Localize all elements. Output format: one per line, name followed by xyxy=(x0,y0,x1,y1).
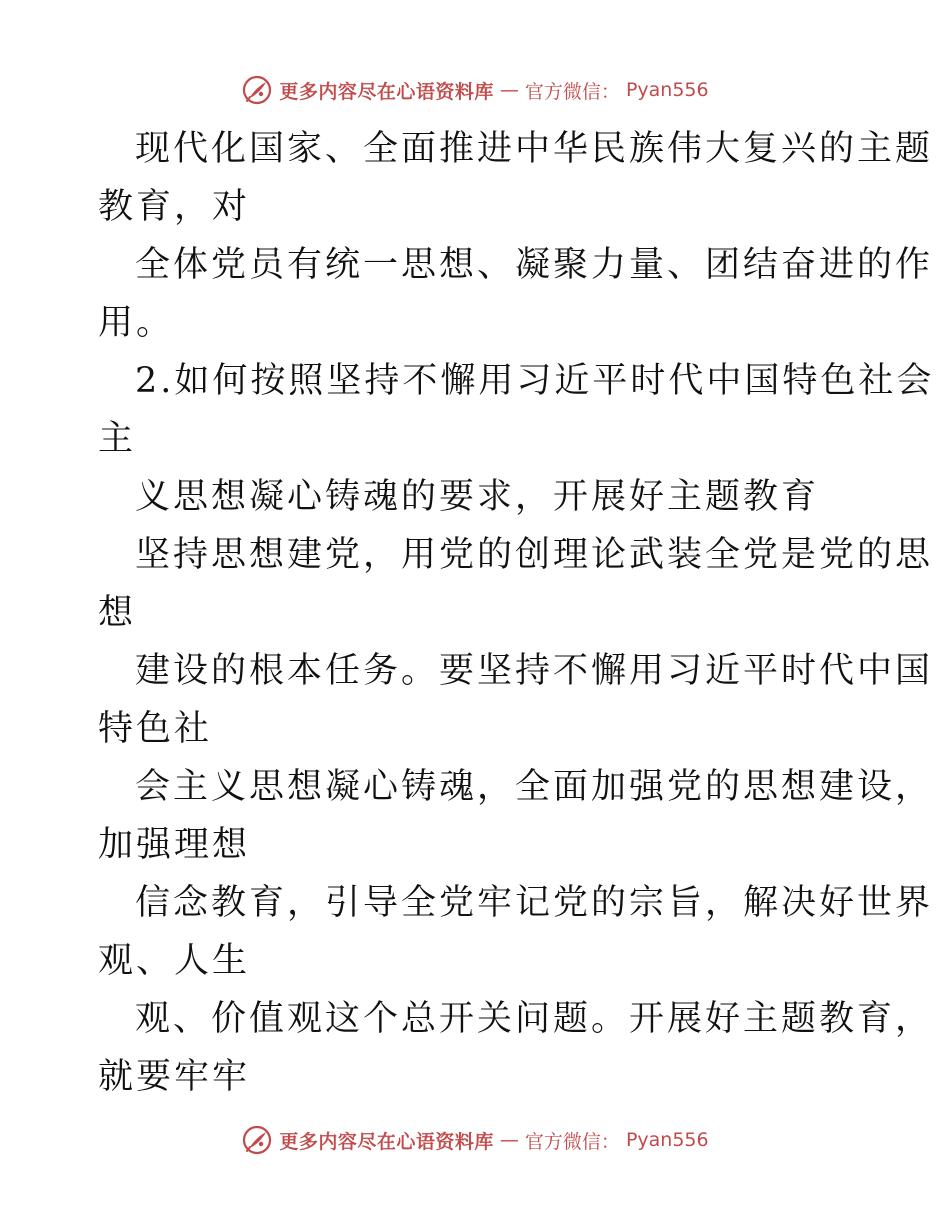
text-line: 想 xyxy=(98,593,137,633)
quill-logo-icon xyxy=(241,74,273,106)
text-line: 加强理想 xyxy=(98,825,251,865)
watermark-wechat-id: Pyan556 xyxy=(625,79,709,101)
watermark-dash: — xyxy=(499,1129,519,1151)
watermark-dash: — xyxy=(499,79,519,101)
footer-watermark xyxy=(241,1124,708,1156)
text-line: 信念教育，引导全党牢记党的宗旨，解决好世界 xyxy=(135,883,934,923)
watermark-wechat-label: 官方微信： xyxy=(524,1130,620,1153)
text-line: 全体党员有统一思想、凝聚力量、团结奋进的作 xyxy=(135,245,934,285)
text-line: 观、人生 xyxy=(98,941,251,981)
text-line: 会主义思想凝心铸魂，全面加强党的思想建设， xyxy=(135,767,934,807)
quill-logo-icon xyxy=(241,1124,273,1156)
watermark-wechat-id: Pyan556 xyxy=(625,1129,709,1151)
text-line: 观、价值观这个总开关问题。开展好主题教育， xyxy=(135,999,934,1039)
header-watermark xyxy=(241,74,708,106)
text-line: 特色社 xyxy=(98,709,213,749)
watermark-wechat-label: 官方微信： xyxy=(524,80,620,103)
text-line: 坚持思想建党，用党的创理论武装全党是党的思 xyxy=(135,535,934,575)
text-line: 现代化国家、全面推进中华民族伟大复兴的主题 xyxy=(135,129,934,169)
page-footer xyxy=(0,1120,950,1160)
text-line: 就要牢牢 xyxy=(98,1057,251,1097)
text-line: 义思想凝心铸魂的要求，开展好主题教育 xyxy=(135,477,820,517)
text-line: 2.如何按照坚持不懈用习近平时代中国特色社会 xyxy=(135,361,935,401)
text-line: 主 xyxy=(98,419,137,459)
page-header xyxy=(0,70,950,110)
text-line: 用。 xyxy=(98,303,175,343)
watermark-brand: 更多内容尽在心语资料库 xyxy=(279,80,494,103)
watermark-brand: 更多内容尽在心语资料库 xyxy=(279,1130,494,1153)
text-line: 建设的根本任务。要坚持不懈用习近平时代中国 xyxy=(135,651,934,691)
text-line: 教育，对 xyxy=(98,187,251,227)
